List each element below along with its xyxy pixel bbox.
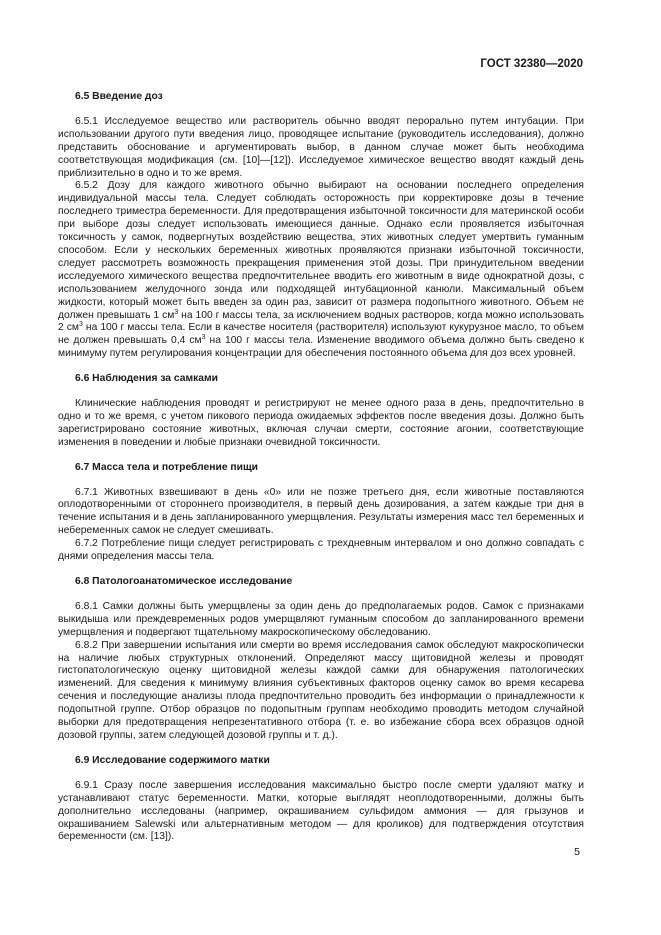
paragraph-6-8-1: 6.8.1 Самки должны быть умерщвлены за один день до предполагаемых родов. Самок с признаками выкидыша или преждевременных родов умерщвляют гуманным способом до запланированного времени умерщвления и подвергают тщательному макроскопическому обследованию. [58, 600, 584, 638]
paragraph-6-5-2-part-c: на 100 г массы тела. Если в качестве носителя (растворителя) используют кукурузное масло, то объем не должен превышать 0,4 см [58, 322, 584, 347]
superscript-cube-2: 3 [78, 321, 83, 329]
document-body [58, 91, 584, 844]
paragraph-6-5-1: 6.5.1 Исследуемое вещество или растворитель обычно вводят перорально путем интубации. При использовании другого пути введения лицо, проводящее испытание (руководитель исследования), должно представить обоснование и аргументировать выбор, в данном случае может быть необходима соответствующая модификация (см. [10]—[12]). Исследуемое химическое вещество вводят каждый день приблизительно в одно и то же время. [58, 115, 584, 179]
paragraph-6-6: Клинические наблюдения проводят и регистрируют не менее одного раза в день, предпочтительно в одно и то же время, с учетом пикового периода ожидаемых эффектов после введения дозы. Должно быть зарегистрировано состояние животных, включая случаи смерти, состояние агонии, соответствующие изменения в поведении и любые признаки очевидной токсичности. [58, 398, 584, 448]
section-heading-6-9: 6.9 Исследование содержимого матки [75, 754, 270, 766]
paragraph-6-7-1: 6.7.1 Животных взвешивают в день «0» или не позже третьего дня, если животные поставляются оплодотворенными от стороннего производителя, в первый день дозирования, а затем каждые три дня в течение испытания и в день запланированного умерщвления. Результаты измерения масс тел беременных и небеременных самок не следует смешивать. [58, 486, 584, 537]
page-number: 5 [574, 846, 580, 858]
paragraph-6-5-2 [58, 180, 584, 361]
paragraph-6-5-2-part-b: на 100 г массы тела, за исключением водных растворов, когда можно использовать 2 см [58, 309, 584, 334]
document-code: ГОСТ 32380—2020 [480, 58, 583, 70]
paragraph-6-5-2-part-a: 6.5.2 Дозу для каждого животного обычно выбирают на основании последнего определения индивидуальной массы тела. Следует соблюдать осторожность при корректировке дозы в течение последнего триместра беременности. Для предотвращения избыточной токсичности для материнской особи при выборе дозы следует использовать имеющиеся данные. Однако если проявляется избыточная токсичность у самок, подвергнутых воздействию вещества, этих животных следует умертвить гуманным способом. Если у нескольких беременных животных проявляются признаки избыточной токсичности, следует рассмотреть возможность прекращения применения этой дозы. При принудительном введении исследуемого химического вещества предпочтительнее вводить его животным в виде однократной дозы, с использованием желудочного зонда или подходящей интубационной канюли. Максимальный объем жидкости, который может быть введен за один раз, зависит от размера подопытного животного. Объем не должен превышать 1 см [58, 180, 584, 321]
paragraph-6-8-2: 6.8.2 При завершении испытания или смерти во время исследования самок обследуют макроскопически на наличие любых структурных отклонений. Определяют массу щитовидной железы и проводят гистопатологическую оценку щитовидной железы каждой самки для обнаружения патологических изменений. Для сведения к минимуму влияния субъективных факторов оценку самок во время кесарева сечения и последующие анализы плода предпочтительно проводить без информации о принадлежности к подопытной группе. Отбор образцов по подопытным группам необходимо проводить методом случайной выборки для предотвращения непрезентативного отбора (т. е. во избежание сбора всех образцов одной дозовой группы, затем следующей дозовой группы и т. д.). [58, 639, 584, 741]
paragraph-6-9-1: 6.9.1 Сразу после завершения исследования максимально быстро после смерти удаляют матку и устанавливают статус беременности. Матки, которые выглядят неоплодотворенными, должны быть дополнительно исследованы (например, окрашиванием сульфидом аммония — для грызунов и окрашиванием Salewski или альтернативным методом — для кроликов) для подтверждения отсутствия беременности (см. [13]). [58, 779, 584, 843]
superscript-cube-3: 3 [201, 334, 206, 342]
section-heading-6-5: 6.5 Введение доз [75, 91, 163, 102]
paragraph-6-5-2-part-d: на 100 г массы тела. Изменение вводимого объема должно быть сведено к минимуму путем регулирования концентрации для обеспечения постоянного объема для доз всех уровней. [58, 335, 584, 360]
section-heading-6-7: 6.7 Масса тела и потребление пищи [75, 461, 258, 473]
paragraph-6-7-2: 6.7.2 Потребление пищи следует регистрировать с трехдневным интервалом и оно должно совпадать с днями определения массы тела. [58, 538, 584, 563]
section-heading-6-6: 6.6 Наблюдения за самками [75, 373, 218, 385]
section-heading-6-8: 6.8 Патологоанатомическое исследование [75, 576, 293, 587]
superscript-cube-1: 3 [174, 308, 179, 316]
